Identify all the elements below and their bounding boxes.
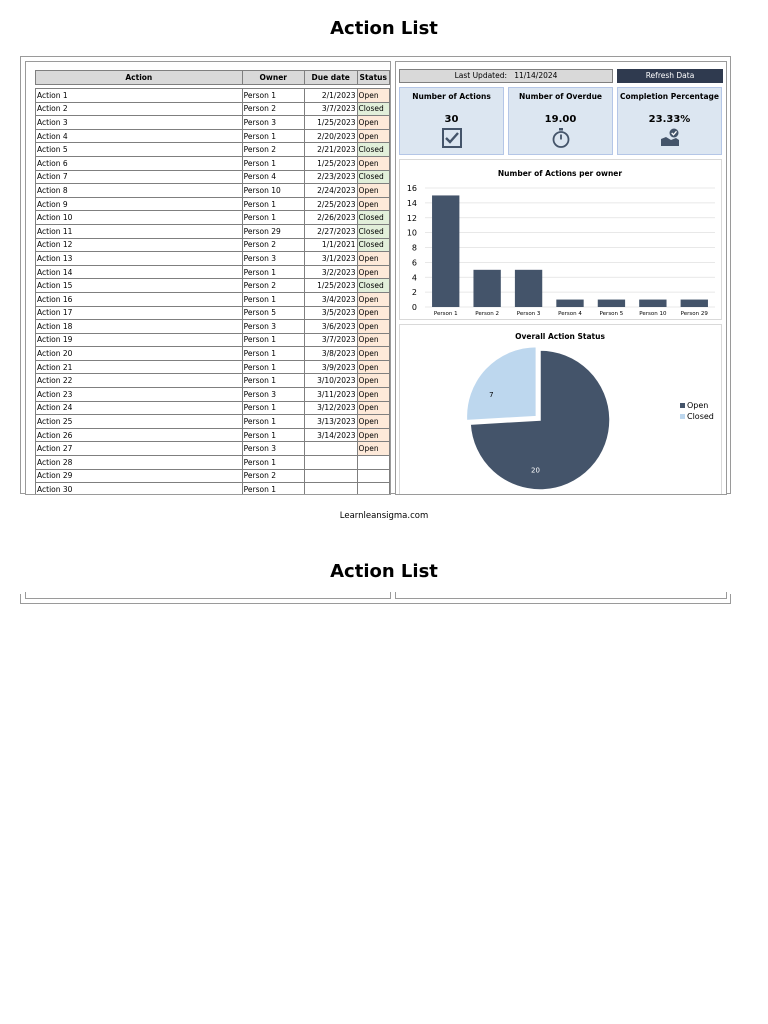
status-cell[interactable]: Open (357, 129, 389, 143)
header-status[interactable]: Status (357, 71, 389, 85)
status-cell[interactable]: Closed (357, 211, 389, 225)
table-row[interactable] (36, 401, 390, 415)
due-date-cell[interactable]: 3/13/2023 (304, 415, 357, 429)
due-date-cell[interactable]: 3/2/2023 (304, 265, 357, 279)
table-row[interactable] (36, 428, 390, 442)
due-date-cell[interactable]: 2/20/2023 (304, 129, 357, 143)
status-cell[interactable]: Open (357, 333, 389, 347)
action-cell[interactable]: Action 1 (36, 89, 243, 103)
table-row[interactable] (36, 292, 390, 306)
status-cell[interactable]: Open (357, 374, 389, 388)
y-tick-label: 16 (406, 184, 417, 193)
due-date-cell[interactable]: 3/11/2023 (304, 388, 357, 402)
status-cell[interactable]: Open (357, 306, 389, 320)
stopwatch-icon (550, 127, 572, 149)
x-tick-label: Person 29 (680, 311, 708, 317)
x-tick-label: Person 10 (639, 311, 667, 317)
bar-chart-title: Number of Actions per owner (497, 169, 623, 178)
x-tick-label: Person 1 (433, 311, 458, 317)
action-cell[interactable]: Action 4 (36, 129, 243, 143)
due-date-cell[interactable] (304, 442, 357, 456)
table-row[interactable] (36, 320, 390, 334)
owner-cell[interactable]: Person 5 (242, 306, 304, 320)
owner-cell[interactable]: Person 1 (242, 156, 304, 170)
bar (432, 195, 459, 307)
owner-cell[interactable]: Person 3 (242, 320, 304, 334)
y-tick-label: 2 (411, 288, 417, 298)
owner-cell[interactable]: Person 2 (242, 469, 304, 483)
page-title-2: Action List (330, 561, 438, 582)
x-tick-label: Person 2 (475, 311, 500, 317)
due-date-cell[interactable]: 3/7/2023 (304, 333, 357, 347)
owner-cell[interactable]: Person 4 (242, 170, 304, 184)
due-date-cell[interactable]: 3/5/2023 (304, 306, 357, 320)
action-cell[interactable]: Action 23 (36, 388, 243, 402)
kpi-completion-percentage (617, 87, 722, 155)
owner-cell[interactable]: Person 3 (242, 442, 304, 456)
action-table-panel (25, 61, 391, 495)
status-cell[interactable]: Open (357, 360, 389, 374)
table-row[interactable] (36, 374, 390, 388)
status-cell[interactable]: Open (357, 265, 389, 279)
status-cell[interactable] (357, 483, 389, 495)
action-cell[interactable]: Action 17 (36, 306, 243, 320)
x-tick-label: Person 4 (558, 311, 582, 317)
status-cell[interactable]: Open (357, 442, 389, 456)
action-cell[interactable]: Action 29 (36, 469, 243, 483)
table-header-row (36, 71, 390, 85)
table-row[interactable] (36, 279, 390, 293)
action-cell[interactable]: Action 7 (36, 170, 243, 184)
bar-chart-box (399, 159, 722, 320)
due-date-cell[interactable]: 3/12/2023 (304, 401, 357, 415)
status-cell[interactable]: Open (357, 197, 389, 211)
owner-cell[interactable]: Person 3 (242, 252, 304, 266)
owner-cell[interactable]: Person 2 (242, 279, 304, 293)
table-row[interactable] (36, 360, 390, 374)
due-date-cell[interactable]: 3/8/2023 (304, 347, 357, 361)
table-row[interactable] (36, 211, 390, 225)
due-date-cell[interactable]: 2/23/2023 (304, 170, 357, 184)
action-cell[interactable]: Action 30 (36, 483, 243, 495)
bar-chart (400, 160, 721, 319)
due-date-cell[interactable]: 2/24/2023 (304, 184, 357, 198)
y-tick-label: 6 (411, 258, 417, 268)
owner-cell[interactable]: Person 2 (242, 238, 304, 252)
status-cell[interactable]: Closed (357, 170, 389, 184)
due-date-cell[interactable]: 2/25/2023 (304, 197, 357, 211)
action-cell[interactable]: Action 5 (36, 143, 243, 157)
owner-cell[interactable]: Person 2 (242, 102, 304, 116)
due-date-cell[interactable]: 3/6/2023 (304, 320, 357, 334)
table-row[interactable] (36, 388, 390, 402)
table-row[interactable] (36, 184, 390, 198)
status-cell[interactable]: Open (357, 116, 389, 130)
action-cell[interactable]: Action 2 (36, 102, 243, 116)
summary-panel (395, 61, 727, 495)
status-cell[interactable]: Open (357, 89, 389, 103)
refresh-data-button[interactable]: Refresh Data (617, 69, 723, 83)
status-cell[interactable]: Open (357, 184, 389, 198)
status-cell[interactable]: Open (357, 320, 389, 334)
owner-cell[interactable]: Person 1 (242, 292, 304, 306)
action-cell[interactable]: Action 9 (36, 197, 243, 211)
owner-cell[interactable]: Person 1 (242, 428, 304, 442)
owner-cell[interactable]: Person 1 (242, 211, 304, 225)
action-cell[interactable]: Action 27 (36, 442, 243, 456)
kpi-number-of-actions (399, 87, 504, 155)
status-cell[interactable]: Open (357, 347, 389, 361)
pie-data-label: 7 (489, 391, 494, 400)
table-row[interactable] (36, 129, 390, 143)
dashboard-frame (20, 56, 731, 494)
owner-cell[interactable]: Person 1 (242, 456, 304, 470)
kpi-value: 30 (444, 114, 459, 125)
last-updated-label: Last Updated: (454, 71, 508, 80)
y-tick-label: 4 (411, 273, 417, 283)
due-date-cell[interactable]: 3/14/2023 (304, 428, 357, 442)
status-cell[interactable]: Closed (357, 238, 389, 252)
header-owner[interactable]: Owner (242, 71, 304, 85)
legend-swatch (680, 414, 685, 419)
action-cell[interactable]: Action 22 (36, 374, 243, 388)
action-table (35, 70, 390, 495)
table-row[interactable] (36, 156, 390, 170)
kpi-label: Number of Overdue (518, 92, 603, 101)
due-date-cell[interactable]: 2/1/2023 (304, 89, 357, 103)
owner-cell[interactable]: Person 1 (242, 347, 304, 361)
owner-cell[interactable]: Person 1 (242, 374, 304, 388)
table-row[interactable] (36, 442, 390, 456)
owner-cell[interactable]: Person 1 (242, 333, 304, 347)
pie-data-label: 20 (531, 466, 540, 475)
y-tick-label: 0 (411, 303, 417, 312)
last-updated-value: 11/14/2024 (514, 71, 558, 80)
y-tick-label: 14 (406, 198, 417, 208)
action-cell[interactable]: Action 16 (36, 292, 243, 306)
owner-cell[interactable]: Person 1 (242, 89, 304, 103)
status-cell[interactable]: Open (357, 388, 389, 402)
owner-cell[interactable]: Person 1 (242, 360, 304, 374)
header-action[interactable]: Action (36, 71, 243, 85)
due-date-cell[interactable]: 2/21/2023 (304, 143, 357, 157)
action-cell[interactable]: Action 11 (36, 224, 243, 238)
owner-cell[interactable]: Person 1 (242, 129, 304, 143)
owner-cell[interactable]: Person 1 (242, 483, 304, 495)
due-date-cell[interactable]: 3/4/2023 (304, 292, 357, 306)
bar (473, 270, 500, 307)
header-due-date[interactable]: Due date (304, 71, 357, 85)
table-row[interactable] (36, 197, 390, 211)
table-row[interactable] (36, 347, 390, 361)
owner-cell[interactable]: Person 10 (242, 184, 304, 198)
table-row[interactable] (36, 102, 390, 116)
bar (556, 300, 583, 307)
action-cell[interactable]: Action 10 (36, 211, 243, 225)
owner-cell[interactable]: Person 3 (242, 116, 304, 130)
legend-swatch (680, 403, 685, 408)
table-row[interactable] (36, 469, 390, 483)
due-date-cell[interactable]: 3/7/2023 (304, 102, 357, 116)
status-cell[interactable]: Closed (357, 224, 389, 238)
x-tick-label: Person 3 (516, 311, 541, 317)
x-tick-label: Person 5 (599, 311, 624, 317)
action-cell[interactable]: Action 15 (36, 279, 243, 293)
table-row[interactable] (36, 224, 390, 238)
bar (598, 300, 625, 307)
status-cell[interactable]: Open (357, 252, 389, 266)
table-row[interactable] (36, 306, 390, 320)
due-date-cell[interactable] (304, 483, 357, 495)
owner-cell[interactable]: Person 29 (242, 224, 304, 238)
due-date-cell[interactable]: 2/27/2023 (304, 224, 357, 238)
owner-cell[interactable]: Person 2 (242, 143, 304, 157)
pie-chart (400, 325, 721, 495)
status-cell[interactable]: Open (357, 156, 389, 170)
table-row[interactable] (36, 252, 390, 266)
action-cell[interactable]: Action 3 (36, 116, 243, 130)
status-cell[interactable]: Closed (357, 102, 389, 116)
owner-cell[interactable]: Person 1 (242, 415, 304, 429)
owner-cell[interactable]: Person 1 (242, 401, 304, 415)
action-cell[interactable]: Action 20 (36, 347, 243, 361)
status-cell[interactable] (357, 456, 389, 470)
action-cell[interactable]: Action 24 (36, 401, 243, 415)
y-tick-label: 12 (406, 213, 417, 223)
bar (515, 270, 542, 307)
due-date-cell[interactable] (304, 456, 357, 470)
due-date-cell[interactable]: 1/1/2021 (304, 238, 357, 252)
table-row[interactable] (36, 333, 390, 347)
bar (639, 300, 666, 307)
table-row[interactable] (36, 238, 390, 252)
action-cell[interactable]: Action 21 (36, 360, 243, 374)
action-cell[interactable]: Action 8 (36, 184, 243, 198)
summary-panel-2 (395, 592, 727, 599)
action-cell[interactable]: Action 14 (36, 265, 243, 279)
due-date-cell[interactable]: 2/26/2023 (304, 211, 357, 225)
status-cell[interactable]: Open (357, 401, 389, 415)
due-date-cell[interactable]: 3/10/2023 (304, 374, 357, 388)
status-cell[interactable]: Open (357, 415, 389, 429)
action-cell[interactable]: Action 18 (36, 320, 243, 334)
kpi-label: Number of Actions (412, 92, 491, 101)
action-table-panel-2 (25, 592, 391, 599)
footer-text: Learnleansigma.com (339, 511, 429, 521)
status-cell[interactable]: Open (357, 292, 389, 306)
kpi-label: Completion Percentage (619, 92, 719, 101)
kpi-number-of-overdue (508, 87, 613, 155)
due-date-cell[interactable]: 1/25/2023 (304, 279, 357, 293)
bar (681, 300, 708, 307)
table-row[interactable] (36, 143, 390, 157)
table-row[interactable] (36, 89, 390, 103)
pie-chart-box (399, 324, 722, 495)
action-cell[interactable]: Action 28 (36, 456, 243, 470)
owner-cell[interactable]: Person 1 (242, 265, 304, 279)
action-cell[interactable]: Action 25 (36, 415, 243, 429)
table-row[interactable] (36, 415, 390, 429)
due-date-cell[interactable]: 3/9/2023 (304, 360, 357, 374)
pie-slice-closed (466, 347, 536, 421)
due-date-cell[interactable]: 1/25/2023 (304, 156, 357, 170)
action-cell[interactable]: Action 12 (36, 238, 243, 252)
last-updated (399, 69, 613, 83)
table-row[interactable] (36, 116, 390, 130)
due-date-cell[interactable]: 1/25/2023 (304, 116, 357, 130)
owner-cell[interactable]: Person 3 (242, 388, 304, 402)
dashboard-frame-2 (20, 594, 731, 604)
legend-label: Open (687, 401, 709, 410)
action-cell[interactable]: Action 26 (36, 428, 243, 442)
table-row[interactable] (36, 170, 390, 184)
page-title: Action List (330, 18, 438, 39)
table-row[interactable] (36, 265, 390, 279)
due-date-cell[interactable] (304, 469, 357, 483)
y-tick-label: 10 (406, 228, 417, 238)
legend-label: Closed (687, 412, 714, 421)
due-date-cell[interactable]: 3/1/2023 (304, 252, 357, 266)
action-cell[interactable]: Action 13 (36, 252, 243, 266)
checkbox-icon (441, 127, 463, 149)
action-cell[interactable]: Action 19 (36, 333, 243, 347)
table-row[interactable] (36, 483, 390, 495)
hand-check-icon (659, 127, 681, 149)
status-cell[interactable]: Closed (357, 143, 389, 157)
pie-chart-title: Overall Action Status (515, 332, 605, 341)
table-row[interactable] (36, 456, 390, 470)
kpi-value: 23.33% (648, 114, 691, 125)
y-tick-label: 8 (411, 243, 417, 253)
status-cell[interactable]: Open (357, 428, 389, 442)
owner-cell[interactable]: Person 1 (242, 197, 304, 211)
status-cell[interactable]: Closed (357, 279, 389, 293)
status-cell[interactable] (357, 469, 389, 483)
action-cell[interactable]: Action 6 (36, 156, 243, 170)
kpi-value: 19.00 (544, 114, 577, 125)
